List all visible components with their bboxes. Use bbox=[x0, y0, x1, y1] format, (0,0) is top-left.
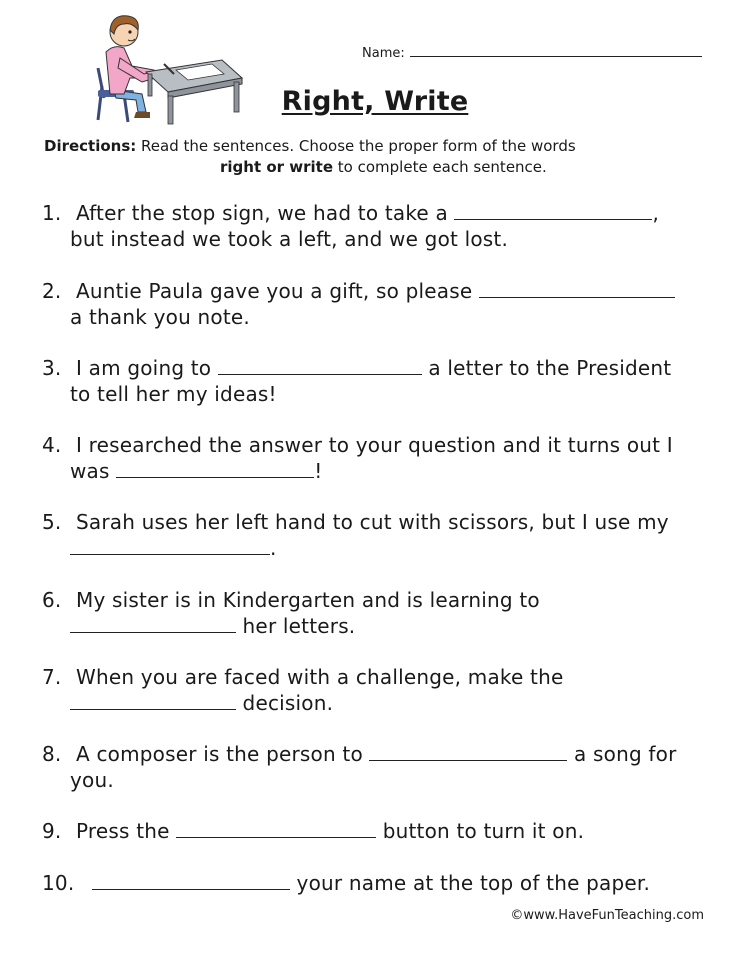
question-4: 4. I researched the answer to your question and it turns out I was ! bbox=[42, 433, 673, 483]
worksheet-title: Right, Write bbox=[281, 86, 469, 117]
copyright-footer: ©www.HaveFunTeaching.com bbox=[510, 908, 704, 923]
answer-blank-2[interactable] bbox=[479, 279, 675, 298]
answer-blank-10[interactable] bbox=[92, 871, 290, 890]
directions-label: Directions: bbox=[44, 137, 137, 155]
answer-blank-3[interactable] bbox=[218, 356, 422, 375]
question-1: 1. After the stop sign, we had to take a , but instead we took a left, and we got lost. bbox=[42, 201, 660, 251]
answer-blank-9[interactable] bbox=[176, 819, 376, 838]
answer-blank-1[interactable] bbox=[454, 201, 652, 220]
name-field[interactable] bbox=[362, 44, 702, 61]
answer-blank-5[interactable] bbox=[70, 536, 270, 555]
question-2: 2. Auntie Paula gave you a gift, so please a thank you note. bbox=[42, 278, 675, 330]
name-label: Name: bbox=[362, 46, 405, 61]
question-6: 6. My sister is in Kindergarten and is learning to her letters. bbox=[42, 588, 540, 638]
question-3: 3. I am going to a letter to the President to tell her my ideas! bbox=[42, 356, 672, 406]
directions: Directions: Read the sentences. Choose the proper form of the words right or write to complete each sentence. bbox=[44, 137, 576, 176]
question-8: 8. A composer is the person to a song for you. bbox=[42, 742, 677, 792]
question-9: 9. Press the button to turn it on. bbox=[42, 819, 585, 843]
answer-blank-6[interactable] bbox=[70, 614, 236, 633]
answer-blank-4[interactable] bbox=[116, 459, 314, 478]
answer-blank-7[interactable] bbox=[70, 691, 236, 710]
question-5: 5. Sarah uses her left hand to cut with scissors, but I use my . bbox=[42, 510, 669, 560]
target-words: right or write bbox=[220, 158, 334, 176]
answer-blank-8[interactable] bbox=[369, 742, 567, 761]
name-blank[interactable] bbox=[410, 44, 702, 57]
question-10: 10. your name at the top of the paper. bbox=[42, 871, 651, 895]
question-7: 7. When you are faced with a challenge, make the decision. bbox=[42, 665, 564, 715]
